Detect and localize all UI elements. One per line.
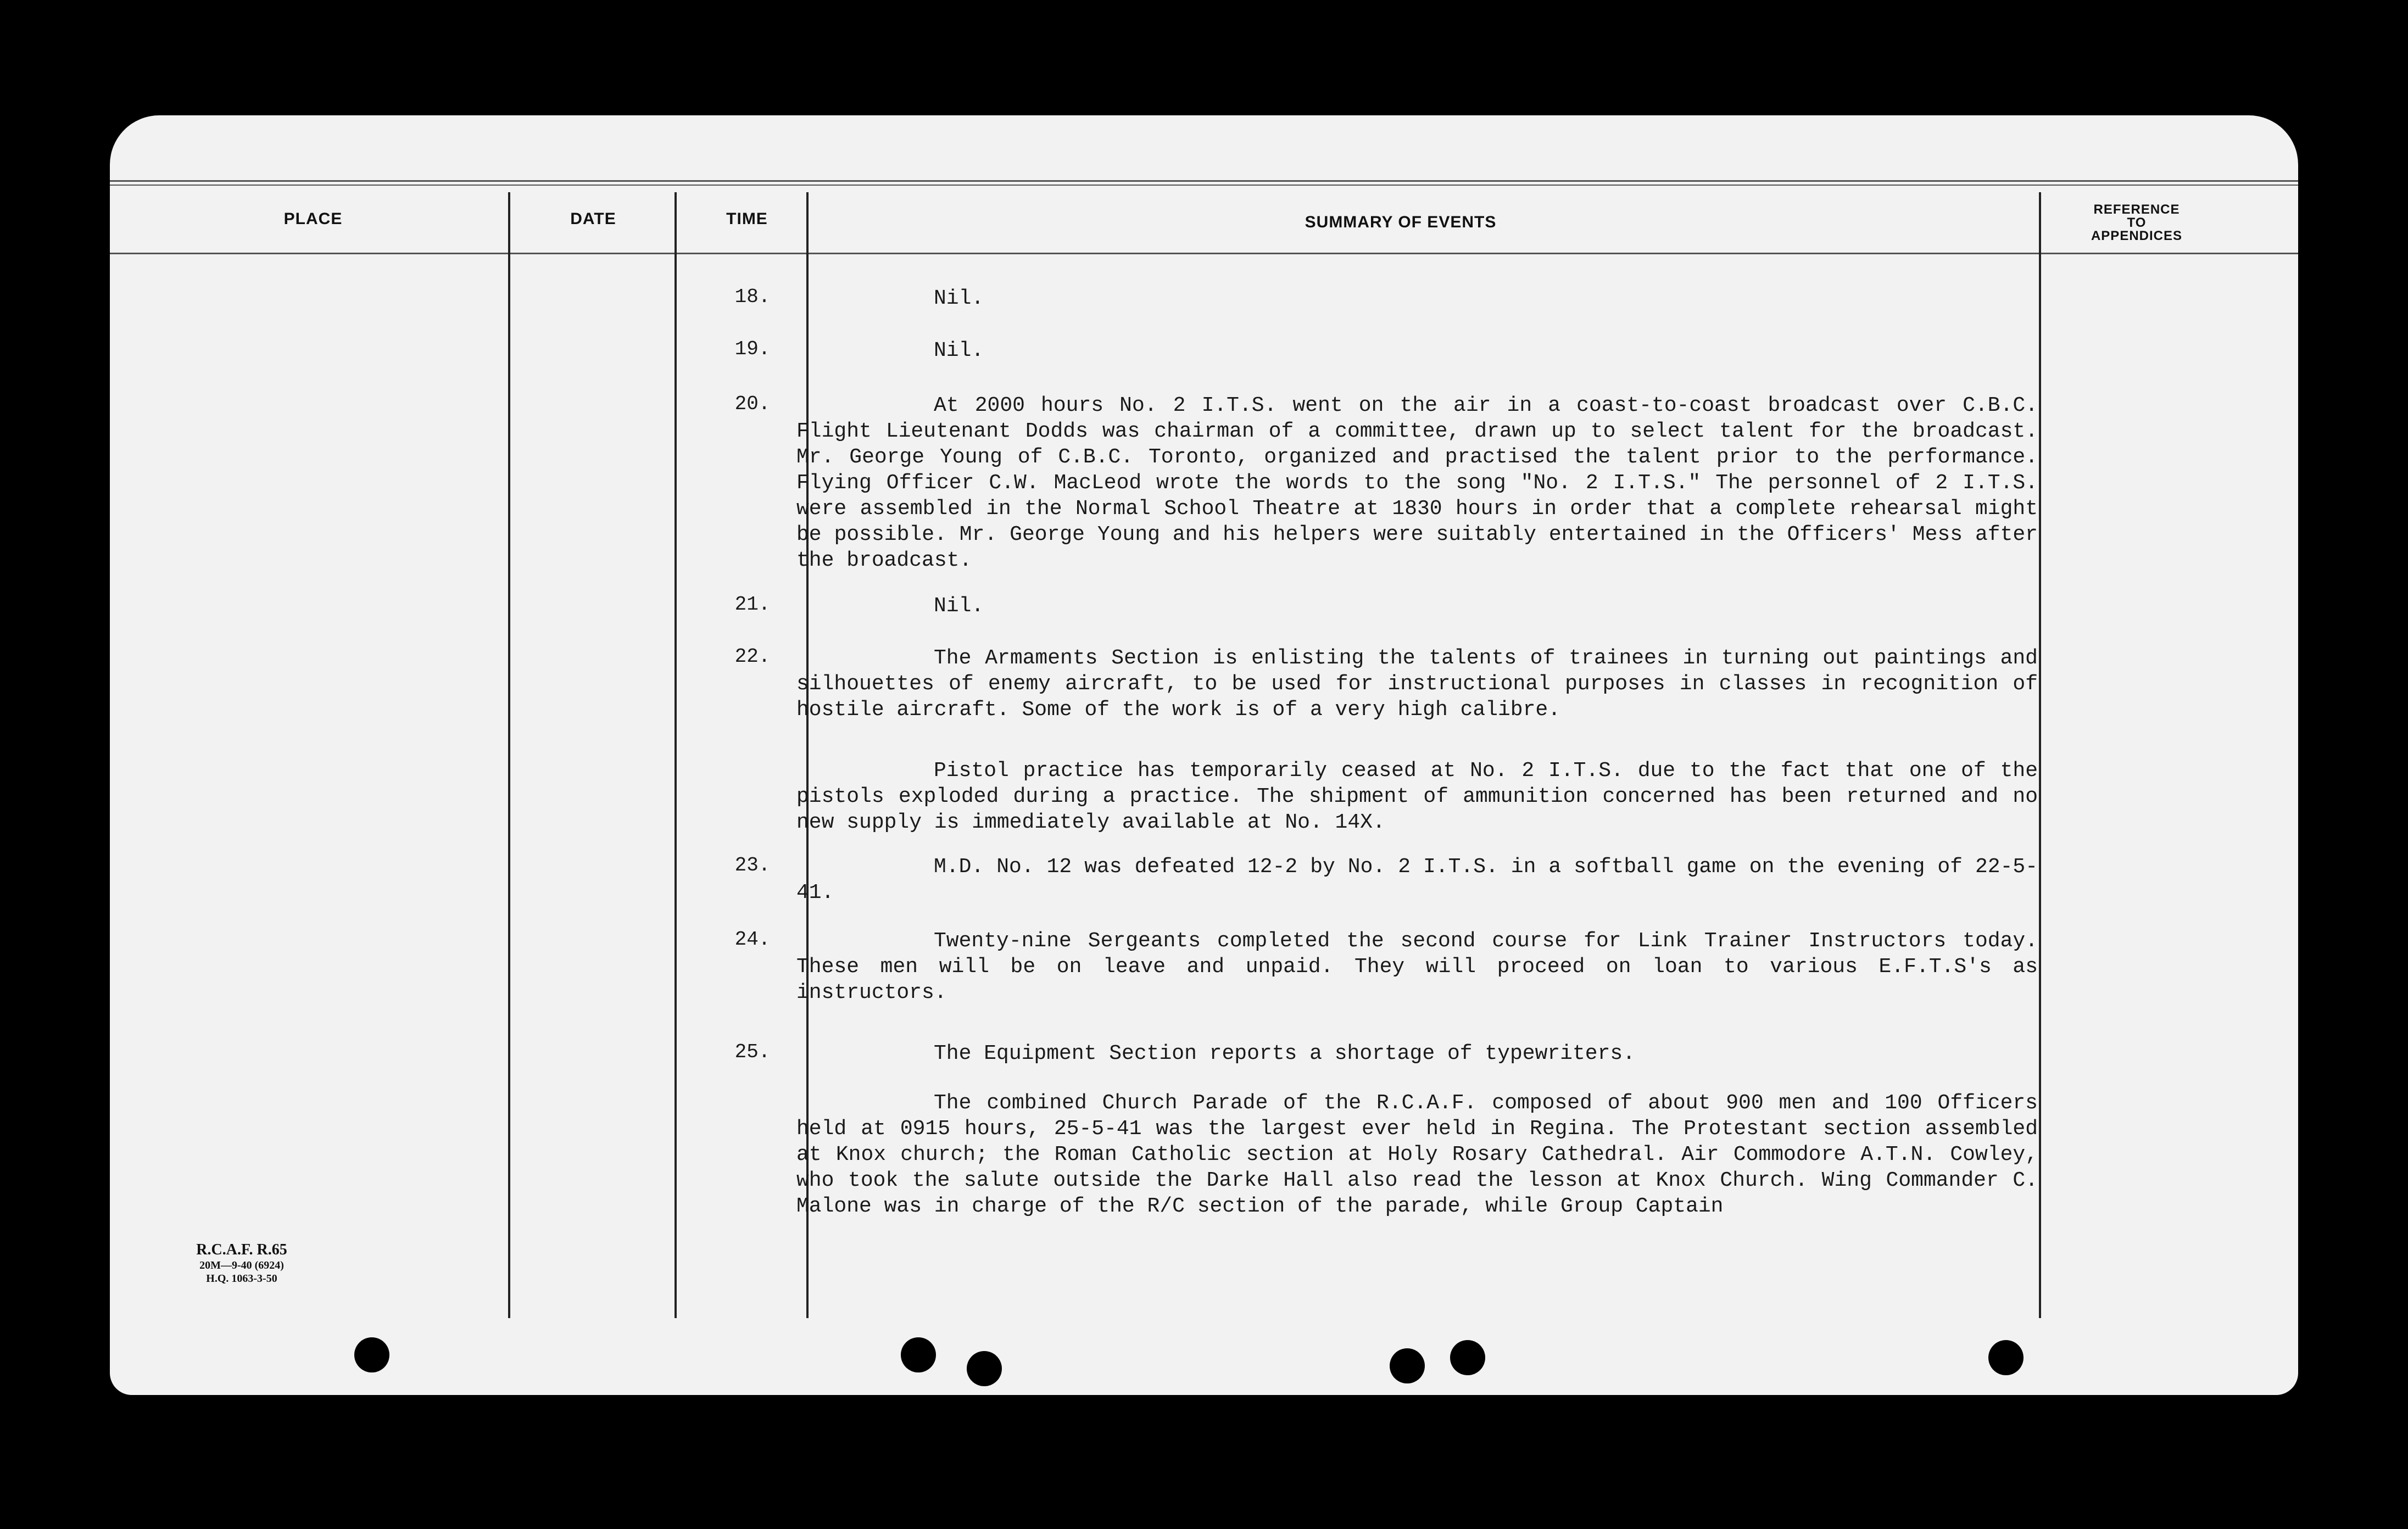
punch-hole-icon (1988, 1340, 2024, 1375)
entry-text: The Armaments Section is enlisting the talents of trainees in turning out paintings and silhouettes of enemy aircraft, to be used for instructional purposes in classes in recognition of hostile aircraft. Some of the work is of a very high calibre. (796, 646, 2038, 722)
entry-text: Pistol practice has temporarily ceased at No. 2 I.T.S. due to the fact that one of the pistols exploded during a practice. The shipment of ammunition concerned has been returned and no new supply is immediately available at No. 14X. (796, 759, 2038, 834)
header-time: TIME (726, 210, 768, 228)
header-reference-line2: TO (2127, 215, 2147, 230)
punch-hole-icon (967, 1351, 1002, 1386)
punch-hole-icon (1450, 1340, 1485, 1375)
punch-hole-icon (354, 1337, 389, 1372)
header-top-rule (110, 180, 2298, 182)
header-reference-line1: REFERENCE (2093, 202, 2180, 217)
form-number: R.C.A.F. R.65 (196, 1241, 287, 1258)
header-summary: SUMMARY OF EVENTS (1305, 213, 1497, 231)
entry-time: 20. (734, 393, 771, 415)
film-mark-icon (2325, 1156, 2330, 1173)
punch-hole-icon (1390, 1348, 1425, 1383)
entry-time: 21. (734, 593, 771, 616)
header-reference (2054, 203, 2219, 243)
entry-time: 18. (734, 286, 771, 308)
form-footer (159, 1241, 324, 1285)
form-print-code: 20M—9-40 (6924) (199, 1259, 284, 1271)
form-hq-code: H.Q. 1063-3-50 (206, 1273, 277, 1285)
entry-text: At 2000 hours No. 2 I.T.S. went on the air in a coast-to-coast broadcast over C.B.C. Flight Lieutenant Dodds was chairman of a committee, drawn up to select talent for the broadcast. Mr. George Young of C.B.C. Toronto, organized and practised the talent prior to the performance. Flying Officer C.W. MacLeod wrote the words to the song "No. 2 I.T.S." The personnel of 2 I.T.S. were assembled in the Normal School Theatre at 1830 hours in order that a complete rehearsal might be possible. Mr. George Young and his helpers were suitably entertained in the Officers' Mess after the broadcast. (796, 394, 2038, 572)
entry-text: The combined Church Parade of the R.C.A.F. composed of about 900 men and 100 Officers held at 0915 hours, 25-5-41 was the largest ever held in Regina. The Protestant section assembled at Knox church; the Roman Catholic section at Holy Rosary Cathedral. Air Commodore A.T.N. Cowley, who took the salute outside the Darke Hall also read the lesson at Knox Church. Wing Commander C. Malone was in charge of the R/C section of the parade, while Group Captain (796, 1091, 2038, 1218)
column-divider-place (508, 192, 510, 1318)
header-bottom-rule (110, 253, 2298, 254)
column-divider-date (675, 192, 677, 1318)
header-place: PLACE (283, 210, 343, 228)
diary-form-sheet (110, 115, 2298, 1395)
entry-text: M.D. No. 12 was defeated 12-2 by No. 2 I.T.S. in a softball game on the evening of 22-5-41. (796, 855, 2038, 905)
punch-hole-icon (901, 1337, 936, 1372)
entry-text: Nil. (934, 594, 984, 618)
entry-text: Twenty-nine Sergeants completed the second course for Link Trainer Instructors today. These men will be on leave and unpaid. They will proceed on loan to various E.F.T.S's as instructors. (796, 929, 2038, 1005)
entry-time: 22. (734, 645, 771, 668)
entry-time: 19. (734, 338, 771, 360)
header-reference-line3: APPENDICES (2091, 228, 2183, 243)
entry-time: 25. (734, 1041, 771, 1063)
header-date: DATE (570, 210, 616, 228)
entry-text: Nil. (934, 339, 984, 362)
entry-time: 23. (734, 854, 771, 877)
entry-text: The Equipment Section reports a shortage of typewriters. (934, 1042, 1636, 1065)
column-divider-summary (2039, 192, 2041, 1318)
header-top-rule-double (110, 185, 2298, 186)
entry-text: Nil. (934, 287, 984, 310)
entry-time: 24. (734, 928, 771, 951)
